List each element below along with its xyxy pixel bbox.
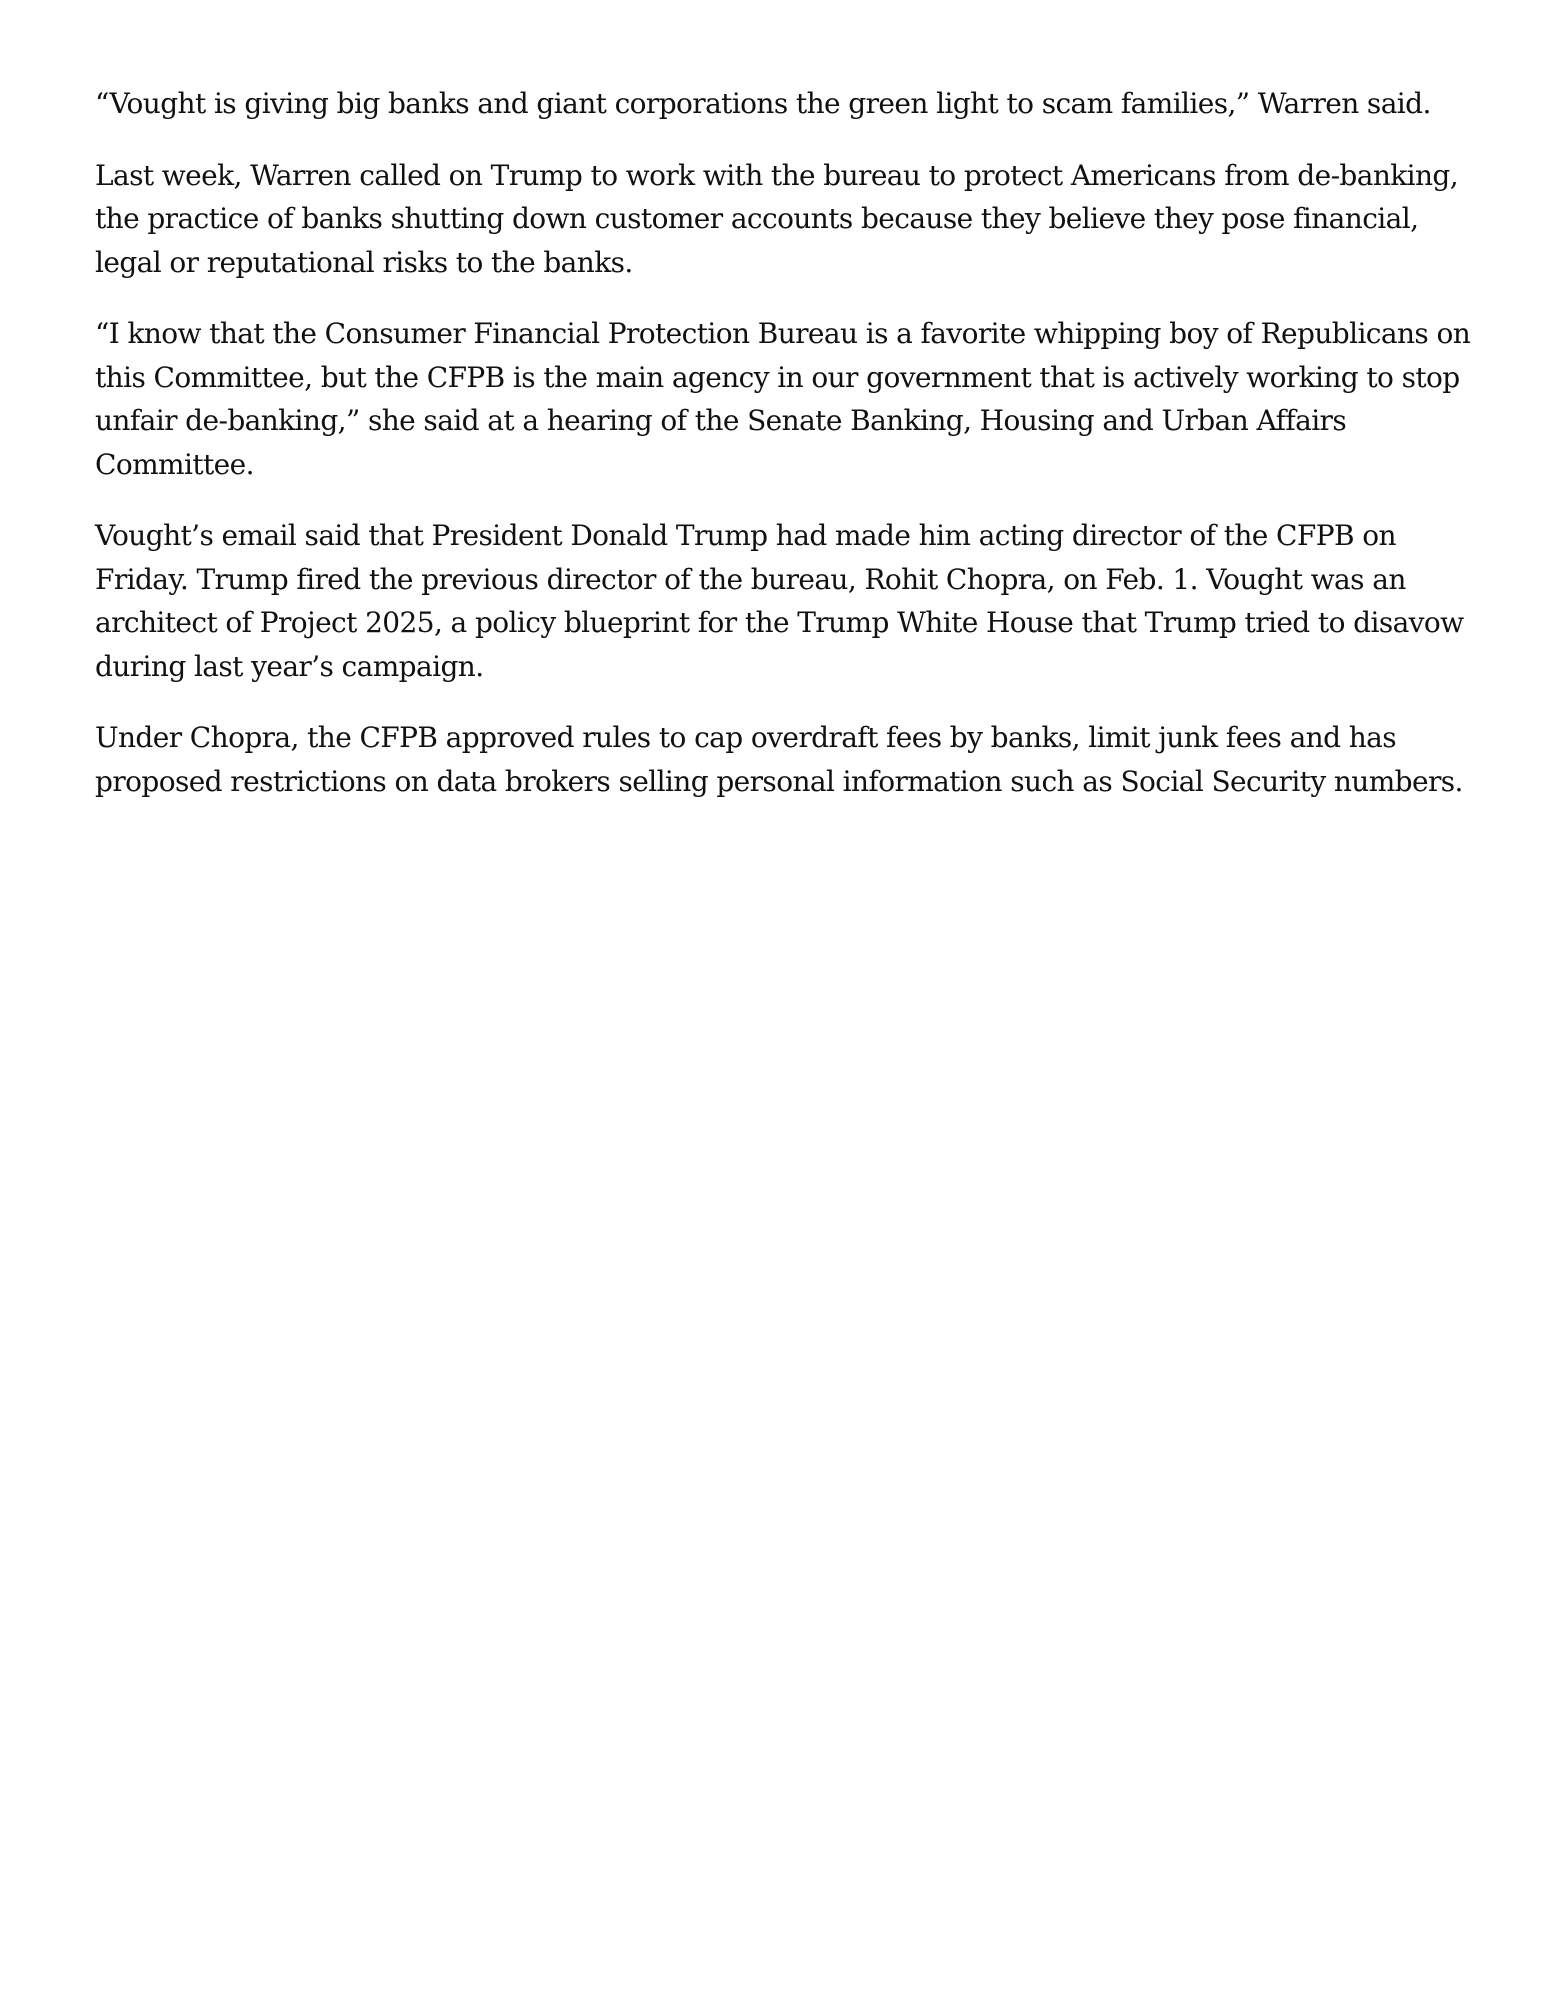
paragraph-chopra-rules: Under Chopra, the CFPB approved rules to cap overdraft fees by banks, limit junk fees and has proposed restrictions on data brokers selling personal information such as Social Security numbers. (95, 721, 1463, 798)
paragraph-hearing-quote: “I know that the Consumer Financial Protection Bureau is a favorite whipping boy of Republicans on this Committee, but the CFPB is the main agency in our government that is actively working to stop unfair de-banking,” she said at a hearing of the Senate Banking, Housing and Urban Affairs Committee. (95, 317, 1471, 481)
paragraph-debanking: Last week, Warren called on Trump to work with the bureau to protect Americans from de-banking, the practice of banks shutting down customer accounts because they believe they pose financial, legal or reputational risks to the banks. (95, 158, 1459, 279)
article-body (95, 82, 1475, 831)
paragraph-warren-quote: “Vought is giving big banks and giant corporations the green light to scam families,” Warren said. (95, 87, 1431, 120)
paragraph-vought-appointment: Vought’s email said that President Donald Trump had made him acting director of the CFPB on Friday. Trump fired the previous director of the bureau, Rohit Chopra, on Feb. 1. Vought was an architect of Project 2025, a policy blueprint for the Trump White House that Trump tried to disavow during last year’s campaign. (95, 519, 1464, 683)
